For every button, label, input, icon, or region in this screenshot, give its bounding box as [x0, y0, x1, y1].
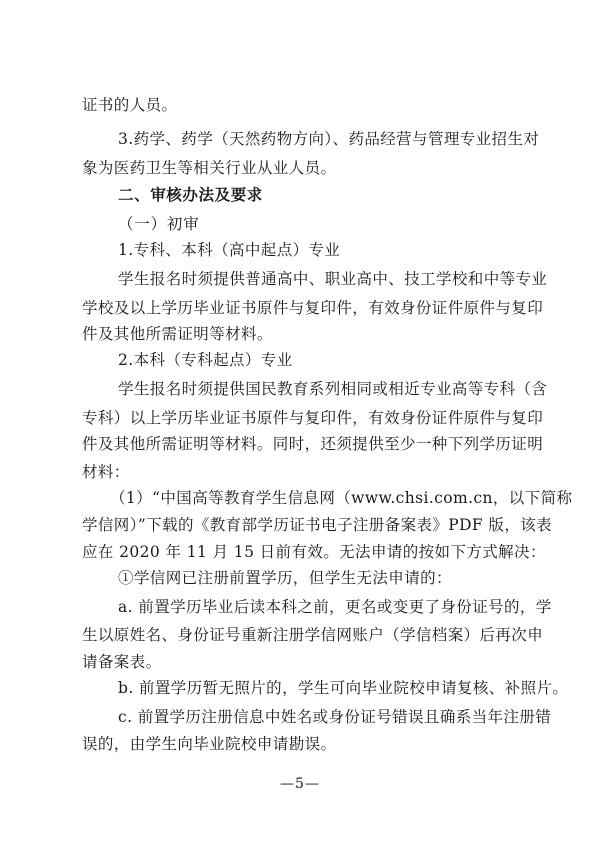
paragraph-line: 件及其他所需证明等材料。同时，还须提供至少一种下列学历证明	[82, 435, 544, 453]
paragraph-line: 象为医药卫生等相关行业从业人员。	[82, 159, 337, 177]
paragraph-line: 件及其他所需证明等材料。	[82, 325, 273, 343]
paragraph-line: 生以原姓名、身份证号重新注册学信网账户（学信档案）后再次申	[82, 626, 544, 644]
paragraph-line: 学生报名时须提供普通高中、职业高中、技工学校和中等专业	[118, 270, 548, 288]
item-heading: 1.专科、本科（高中起点）专业	[118, 241, 341, 259]
page-number: —5—	[280, 776, 320, 792]
paragraph-line: 请备案表。	[82, 653, 162, 671]
paragraph-line: 专科）以上学历毕业证书原件与复印件，有效身份证件原件与复印	[82, 409, 544, 427]
paragraph-line: ①学信网已注册前置学历，但学生无法申请的：	[118, 569, 452, 587]
paragraph-line: c. 前置学历注册信息中姓名或身份证号错误且确系当年注册错	[118, 708, 552, 726]
paragraph-line: 3.药学、药学（天然药物方向）、药品经营与管理专业招生对	[118, 130, 540, 148]
paragraph-line: 学信网）”下载的《教育部学历证书电子注册备案表》PDF 版，该表	[82, 516, 553, 534]
section-heading: 二、审核办法及要求	[118, 186, 263, 204]
paragraph-line: 误的，由学生向毕业院校申请勘误。	[82, 735, 337, 753]
paragraph-line: 材料：	[82, 463, 130, 481]
paragraph-line: a. 前置学历毕业后读本科之前，更名或变更了身份证号的，学	[118, 598, 552, 616]
paragraph-line: 学校及以上学历毕业证书原件与复印件，有效身份证件原件与复印	[82, 299, 544, 317]
paragraph-line: （1）“中国高等教育学生信息网（www.chsi.com.cn，以下简称	[110, 489, 573, 507]
paragraph-line: 证书的人员。	[82, 96, 178, 114]
subsection-heading: （一）初审	[118, 215, 200, 233]
paragraph-line: b. 前置学历暂无照片的，学生可向毕业院校申请复核、补照片。	[118, 679, 569, 697]
item-heading: 2.本科（专科起点）专业	[118, 351, 293, 369]
paragraph-line: 学生报名时须提供国民教育系列相同或相近专业高等专科（含	[118, 380, 548, 398]
paragraph-line: 应在 2020 年 11 月 15 日前有效。无法申请的按如下方式解决：	[82, 543, 546, 561]
